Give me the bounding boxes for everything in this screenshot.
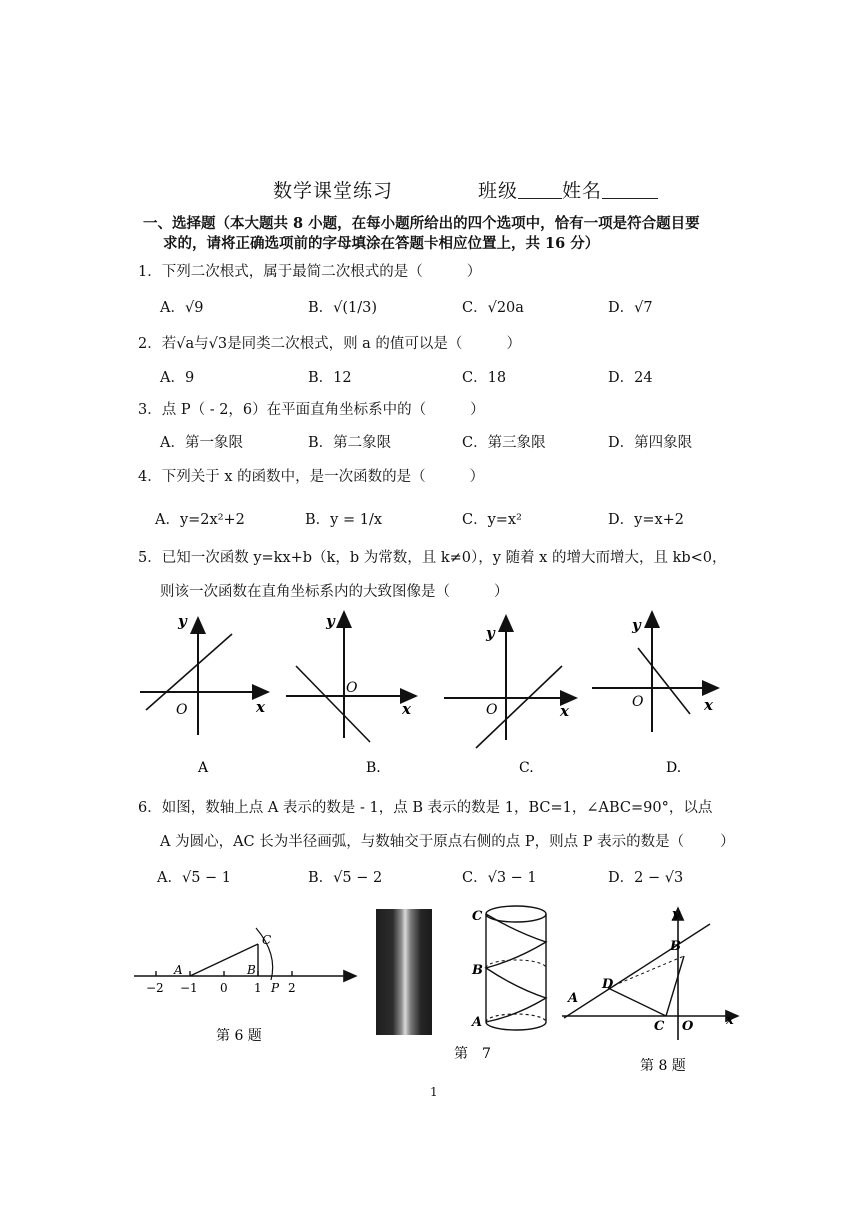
q3-option-b: B．第二象限 <box>308 435 392 451</box>
fig6-point-b: B <box>247 963 256 977</box>
q5-d-y-label: y <box>632 616 641 634</box>
class-label: 班级 <box>478 180 519 202</box>
fig8-label-y: y <box>672 907 680 922</box>
figure-7 <box>454 898 566 1063</box>
q4-close: ） <box>469 469 485 485</box>
q3-option-c: C．第三象限 <box>462 435 546 451</box>
q5-graph-d <box>592 612 718 776</box>
section-heading-line1: 一、选择题（本大题共 8 小题，在每小题所给出的四个选项中，恰有一项是符合题目要 <box>143 215 700 232</box>
q6-line2-text: A 为圆心，AC 长为半径画弧，与数轴交于原点右侧的点 P，则点 P 表示的数是（ <box>160 834 685 850</box>
q5-label-b: B. <box>366 760 381 776</box>
name-blank <box>602 184 658 199</box>
q5-d-x-label: x <box>704 696 713 714</box>
fig6-caption: 第 6 题 <box>216 1028 262 1044</box>
name-label: 姓名 <box>562 180 603 202</box>
q3-option-a: A．第一象限 <box>160 435 243 451</box>
q5-label-c: C. <box>519 760 534 776</box>
fig7-pillar-photo <box>376 909 432 1035</box>
fig8-label-o: O <box>682 1019 694 1034</box>
q6-option-d: D．2 − √3 <box>608 870 684 886</box>
q5-a-x-label: x <box>256 698 265 716</box>
figure-6 <box>130 920 362 1050</box>
section-heading-line2: 求的，请将正确选项前的字母填涂在答题卡相应位置上，共 16 分） <box>163 235 600 252</box>
q5-c-x-label: x <box>560 702 569 720</box>
figure-8 <box>560 900 750 1080</box>
q4-stem-text: 4．下列关于 x 的函数中，是一次函数的是（ <box>138 469 426 485</box>
q5-label-d: D. <box>666 760 682 776</box>
q5-graph-b <box>286 612 416 776</box>
q6-option-c: C．√3 − 1 <box>462 870 537 886</box>
fig7-label-a: A <box>472 1015 483 1030</box>
fig8-label-x: x <box>726 1013 734 1028</box>
fig6-tick-2: 2 <box>288 981 296 995</box>
fig8-label-b: B <box>670 939 681 954</box>
fig8-label-d: D <box>602 977 614 992</box>
fig6-point-p: P <box>271 981 280 995</box>
fig8-label-c: C <box>654 1019 665 1034</box>
class-field <box>478 176 658 203</box>
fig7-label-c: C <box>472 909 483 924</box>
fig8-caption: 第 8 题 <box>640 1058 686 1074</box>
q3-stem-text: 3．点 P（ - 2，6）在平面直角坐标系中的（ <box>138 402 427 418</box>
fig6-tick-0: 0 <box>220 981 228 995</box>
q2-option-a: A．9 <box>160 370 195 386</box>
q5-d-origin: O <box>632 694 644 710</box>
fig8-label-a: A <box>568 991 579 1006</box>
fig6-tick-neg1: −1 <box>180 981 198 995</box>
q5-line2 <box>160 580 509 601</box>
q1-option-a: A．√9 <box>160 300 204 316</box>
q4-option-d: D．y=x+2 <box>608 512 685 528</box>
q2-option-c: C．18 <box>462 370 507 386</box>
q4-option-a: A．y=2x²+2 <box>155 512 245 528</box>
q2-close: ） <box>506 336 521 352</box>
q4-stem <box>138 465 484 486</box>
q5-b-origin: O <box>346 680 358 696</box>
q5-b-x-label: x <box>402 700 411 718</box>
fig6-point-a: A <box>174 963 183 977</box>
fig6-tick-1: 1 <box>254 981 262 995</box>
q1-stem <box>138 260 481 281</box>
class-blank <box>518 184 562 199</box>
q6-line2 <box>160 830 735 851</box>
fig6-point-c: C <box>262 933 272 947</box>
q5-a-origin: O <box>176 702 188 718</box>
page-title: 数学课堂练习 <box>273 180 394 202</box>
q1-option-c: C．√20a <box>462 300 524 316</box>
q5-label-a: A <box>198 760 209 776</box>
q1-close: ） <box>466 264 482 280</box>
q3-close: ） <box>470 402 485 418</box>
q5-graphs <box>130 610 730 780</box>
q5-line1: 5．已知一次函数 y=kx+b（k，b 为常数，且 k≠0），y 随着 x 的增大而增大，且 kb<0， <box>138 550 727 566</box>
q5-close: ） <box>494 584 509 600</box>
q1-option-b: B．√(1/3) <box>308 300 378 316</box>
q5-line2-text: 则该一次函数在直角坐标系内的大致图像是（ <box>160 584 450 600</box>
q6-close: ） <box>720 834 735 850</box>
fig7-caption: 第 7 <box>454 1046 491 1062</box>
q2-stem <box>138 332 521 353</box>
q3-stem <box>138 398 485 419</box>
page-number: 1 <box>430 1085 438 1099</box>
q6-option-b: B．√5 − 2 <box>308 870 383 886</box>
q4-option-c: C．y=x² <box>462 512 522 528</box>
q2-option-b: B．12 <box>308 370 352 386</box>
q1-stem-text: 1．下列二次根式，属于最简二次根式的是（ <box>138 264 423 280</box>
q6-option-a: A．√5 − 1 <box>157 870 232 886</box>
q5-b-y-label: y <box>326 612 335 630</box>
q3-option-d: D．第四象限 <box>608 435 693 451</box>
fig6-tick-neg2: −2 <box>146 981 164 995</box>
q4-option-b: B．y = 1/x <box>305 512 383 528</box>
q5-c-y-label: y <box>486 624 495 642</box>
q5-graph-a <box>140 612 268 776</box>
q5-a-y-label: y <box>178 612 187 630</box>
q2-option-d: D．24 <box>608 370 653 386</box>
q5-c-origin: O <box>486 702 498 718</box>
q5-graph-c <box>444 616 576 776</box>
q1-option-d: D．√7 <box>608 300 653 316</box>
q6-line1: 6．如图，数轴上点 A 表示的数是 - 1，点 B 表示的数是 1，BC=1，∠ABC=90°，以点 <box>138 800 713 816</box>
fig7-label-b: B <box>472 963 483 978</box>
q2-stem-text: 2．若√a与√3是同类二次根式，则 a 的值可以是（ <box>138 336 463 352</box>
